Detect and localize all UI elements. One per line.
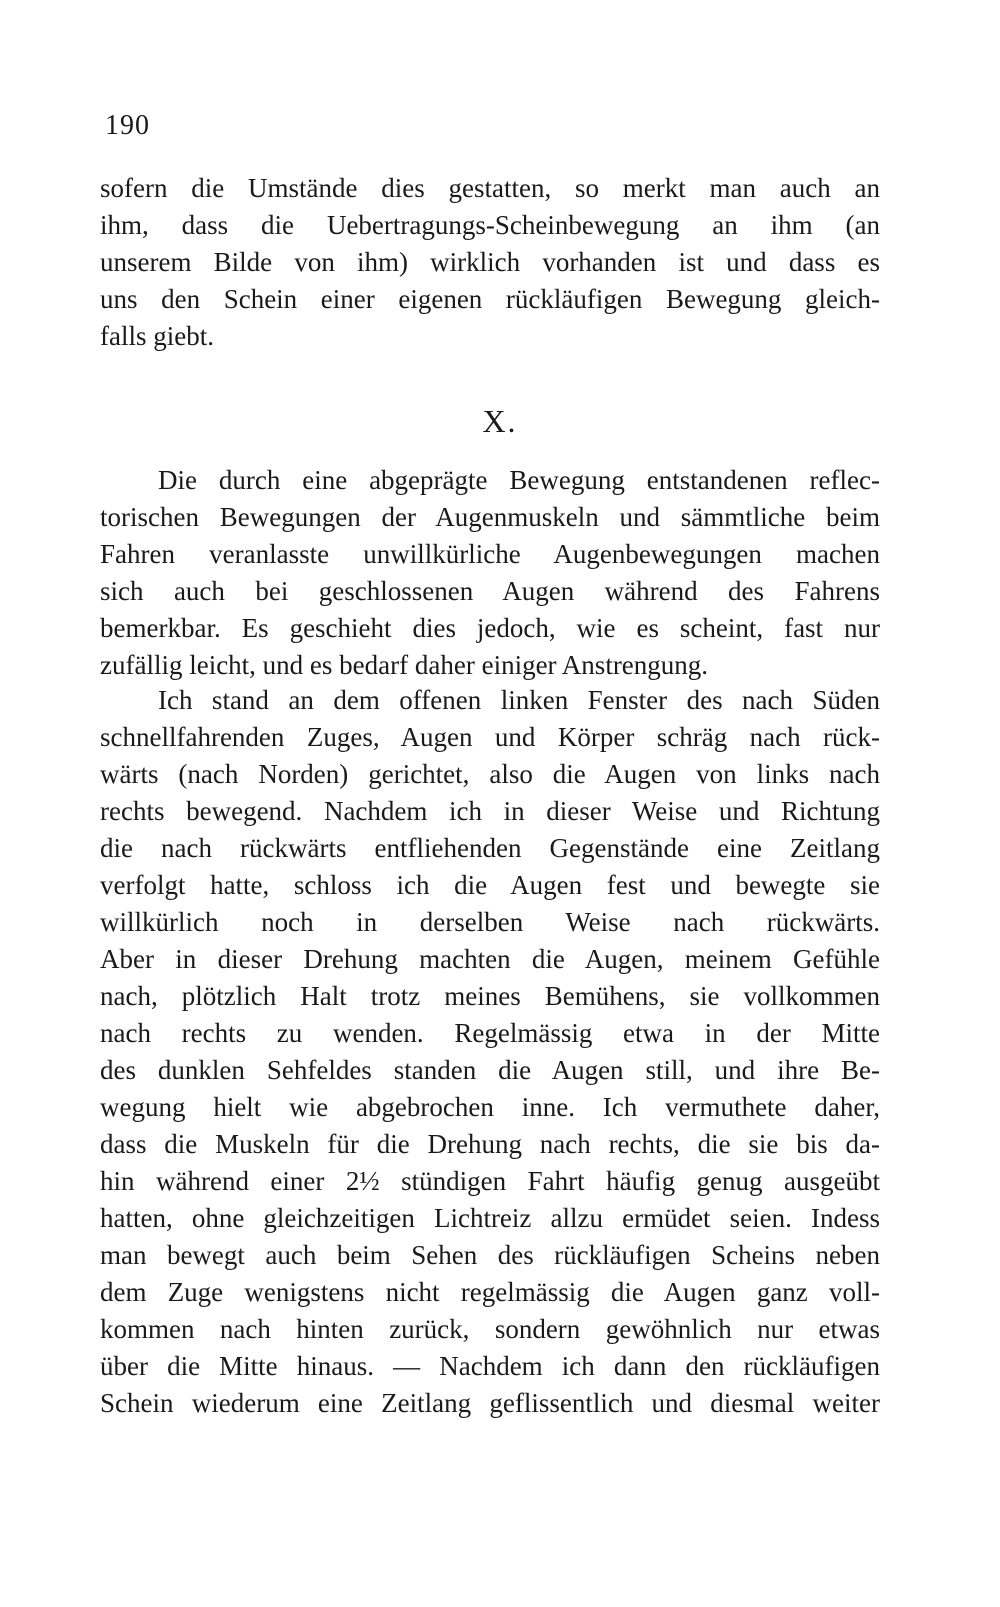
text-line: schnellfahrenden Zuges, Augen und Körper schräg nach rück-	[100, 722, 880, 752]
text-line: unserem Bilde von ihm) wirklich vorhanden ist und dass es	[100, 247, 880, 277]
text-line: falls giebt.	[100, 321, 214, 351]
paragraph	[100, 682, 880, 1422]
text-line: man bewegt auch beim Sehen des rückläufigen Scheins neben	[100, 1240, 880, 1270]
text-line: Fahren veranlasste unwillkürliche Augenbewegungen machen	[100, 539, 880, 569]
text-line: kommen nach hinten zurück, sondern gewöhnlich nur etwas	[100, 1314, 880, 1344]
text-line: hin während einer 2½ stündigen Fahrt häufig genug ausgeübt	[100, 1166, 880, 1196]
text-line: des dunklen Sehfeldes standen die Augen still, und ihre Be-	[100, 1055, 880, 1085]
text-line: die nach rückwärts entfliehenden Gegenstände eine Zeitlang	[100, 833, 880, 863]
text-line: zufällig leicht, und es bedarf daher einiger Anstrengung.	[100, 650, 709, 680]
paragraph	[100, 462, 880, 684]
text-line: uns den Schein einer eigenen rückläufigen Bewegung gleich-	[100, 284, 880, 314]
text-line: Schein wiederum eine Zeitlang geflissentlich und diesmal weiter	[100, 1388, 880, 1418]
text-line: Aber in dieser Drehung machten die Augen, meinem Gefühle	[100, 944, 880, 974]
section-heading: X.	[482, 403, 518, 439]
text-line: ihm, dass die Uebertragungs-Scheinbewegung an ihm (an	[100, 210, 880, 240]
text-line: Ich stand an dem offenen linken Fenster des nach Süden	[158, 685, 880, 715]
text-line: dass die Muskeln für die Drehung nach rechts, die sie bis da-	[100, 1129, 880, 1159]
text-line: wegung hielt wie abgebrochen inne. Ich vermuthete daher,	[100, 1092, 880, 1122]
text-line: wärts (nach Norden) gerichtet, also die Augen von links nach	[100, 759, 880, 789]
text-line: dem Zuge wenigstens nicht regelmässig die Augen ganz voll-	[100, 1277, 880, 1307]
text-line: hatten, ohne gleichzeitigen Lichtreiz allzu ermüdet seien. Indess	[100, 1203, 880, 1233]
text-line: nach rechts zu wenden. Regelmässig etwa in der Mitte	[100, 1018, 880, 1048]
text-line: verfolgt hatte, schloss ich die Augen fest und bewegte sie	[100, 870, 880, 900]
text-line: torischen Bewegungen der Augenmuskeln und sämmtliche beim	[100, 502, 880, 532]
text-line: nach, plötzlich Halt trotz meines Bemühens, sie vollkommen	[100, 981, 880, 1011]
page-number: 190	[105, 110, 150, 141]
text-line: Die durch eine abgeprägte Bewegung entstandenen reflec-	[158, 465, 880, 495]
text-line: willkürlich noch in derselben Weise nach rückwärts.	[100, 907, 880, 937]
text-line: rechts bewegend. Nachdem ich in dieser Weise und Richtung	[100, 796, 880, 826]
text-line: bemerkbar. Es geschieht dies jedoch, wie es scheint, fast nur	[100, 613, 880, 643]
paragraph-continuation	[100, 170, 880, 355]
text-line: sofern die Umstände dies gestatten, so merkt man auch an	[100, 173, 880, 203]
text-line: über die Mitte hinaus. — Nachdem ich dann den rückläufigen	[100, 1351, 880, 1381]
text-line: sich auch bei geschlossenen Augen während des Fahrens	[100, 576, 880, 606]
